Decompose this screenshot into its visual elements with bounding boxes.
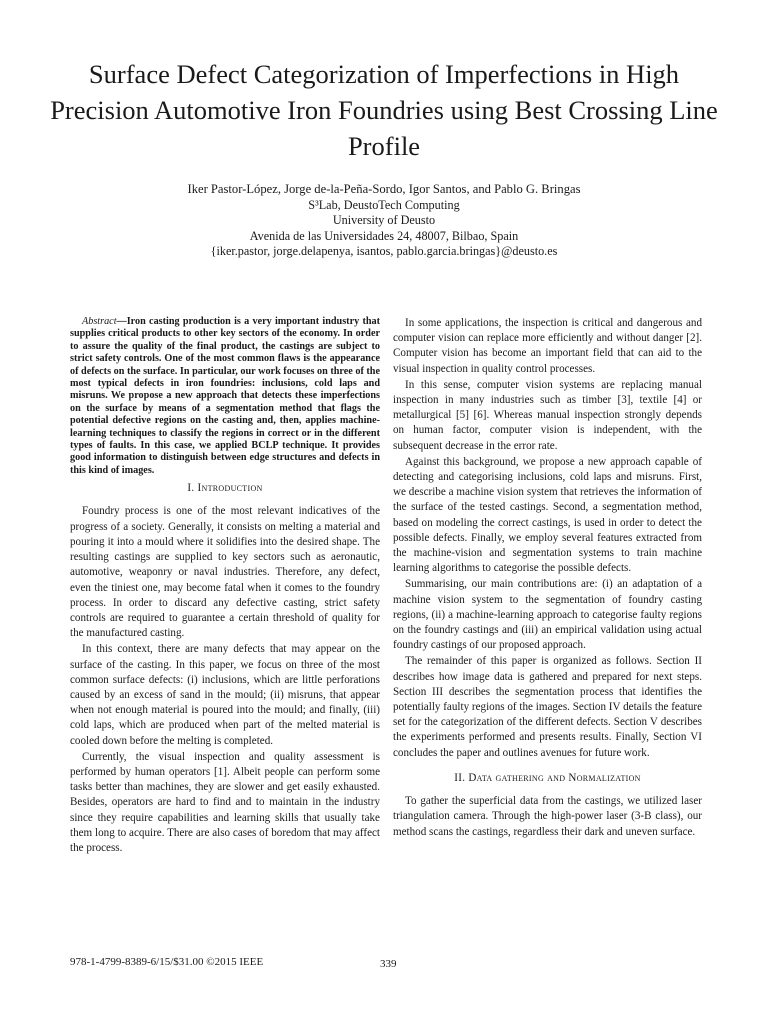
body-paragraph: Foundry process is one of the most relevant indicatives of the progress of a society. Generally, it consists on melting a material and pouring it into a mould where it solidifies into the desired shape. The resulting castings are supplied to key sectors such as aeronautic, automotive, weaponry or naval industries. Therefore, any defect, even the tiniest one, may become fatal when it comes to the foundry process. In order to discard any defective casting, strict safety controls are required to guarantee a certain threshold of quality for the manufactured casting. — [70, 505, 380, 640]
page-number: 339 — [380, 958, 397, 970]
affiliation-university: University of Deusto — [332, 213, 436, 228]
abstract-label: Abstract — [82, 316, 117, 327]
author-emails: {iker.pastor, jorge.delapenya, isantos, pablo.garcia.bringas}@deusto.es — [210, 243, 558, 258]
author-names: Iker Pastor-López, Jorge de-la-Peña-Sordo, Igor Santos, and Pablo G. Bringas — [187, 182, 581, 196]
body-paragraph: In some applications, the inspection is critical and dangerous and computer vision can replace more efficiently and without danger [2]. Computer vision has become an important field that can aid to the visual inspection in quality control processes. — [393, 317, 702, 375]
affiliation-address: Avenida de las Universidades 24, 48007, Bilbao, Spain — [249, 228, 519, 243]
body-paragraph: To gather the superficial data from the castings, we utilized laser triangulation camera. Through the high-power laser (3-B class), our method scans the castings, regardless their dark and uneven surface. — [393, 795, 702, 838]
section-heading-introduction — [70, 481, 380, 496]
section-number: I. — [187, 482, 195, 495]
body-paragraph: In this sense, computer vision systems are replacing manual inspection in many industries such as timber [3], textile [4] or metallurgical [5] [6]. Whereas manual inspection strongly depends on human factor, computer vision is independent, with the subsequent decrease in the error rate. — [393, 378, 702, 452]
body-paragraph: Currently, the visual inspection and quality assessment is performed by human operators [1]. Albeit people can perform some tasks better than machines, they are slower and get easily exhausted. Besides, operators are hard to find and to maintain in the industry since they require capabilities and learning skills that usually take them long to acquire. There are also cases of boredom that may affect the process. — [70, 750, 380, 854]
section-number: II. — [454, 771, 466, 784]
abstract-dash: — — [116, 316, 127, 327]
section-title: Data gathering and Normalization — [468, 771, 641, 784]
section-title: Introduction — [197, 482, 263, 495]
affiliation-lab: S³Lab, DeustoTech Computing — [308, 198, 460, 213]
left-column — [70, 316, 380, 857]
copyright-footer: 978-1-4799-8389-6/15/$31.00 ©2015 IEEE — [70, 956, 264, 968]
section-heading-data-gathering — [393, 771, 702, 786]
body-paragraph: Summarising, our main contributions are: (i) an adaptation of a machine vision system to the segmentation of foundry casting regions, (ii) a machine-learning approach to categorise faulty regions on the foundry castings and (iii) an empirical validation using actual foundry castings of our proposed approach. — [393, 578, 702, 652]
body-paragraph: The remainder of this paper is organized as follows. Section II describes how image data is gathered and prepared for next steps. Section III describes the segmentation process that identifies the potentially faulty regions of the images. Section IV details the feature set for the categorization of the different defects. Section V describes the experiments performed and presents results. Finally, Section VI concludes the paper and outlines avenues for future work. — [393, 655, 702, 759]
paper-title: Surface Defect Categorization of Imperfections in High Precision Automotive Iron Foundries using Best Crossing Line Profile — [50, 59, 718, 161]
body-paragraph: In this context, there are many defects that may appear on the surface of the casting. In this paper, we focus on three of the most common surface defects: (i) inclusions, which are little perforations caused by an excess of sand in the mould; (ii) misruns, that appear when not enough material is poured into the mould; and finally, (iii) cold laps, which are produced when part of the melted material is cooled down before the melting is completed. — [70, 643, 380, 747]
abstract — [70, 316, 380, 477]
author-block — [40, 182, 728, 259]
right-column — [393, 316, 702, 841]
body-paragraph: Against this background, we propose a new approach capable of detecting and categorising inclusions, cold laps and misruns. First, we describe a machine vision system that retrieves the information of the surface of the tested castings. Second, a segmentation method, based on modeling the correct castings, is used in order to detect the possible defects. Finally, we employ several features extracted from the machine-vision and segmentation systems to train machine learning algorithms to categorise the possible defects. — [393, 455, 702, 575]
abstract-text: Iron casting production is a very important industry that supplies critical products to other key sectors of the economy. In order to assure the quality of the final product, the castings are subject to strict safety controls. One of the most common flaws is the appearance of defects on the surface. In particular, our work focuses on three of the most typical defects in iron foundries: inclusions, cold laps and misruns. We propose a new approach that detects these imperfections on the surface by means of a segmentation method that flags the potential defective regions on the casting and, then, applies machine-learning techniques to classify the regions in correct or in the different types of faults. In this case, we applied BCLP technique. It provides good information to distinguish between edge structures and defects in this kind of images. — [70, 316, 380, 476]
